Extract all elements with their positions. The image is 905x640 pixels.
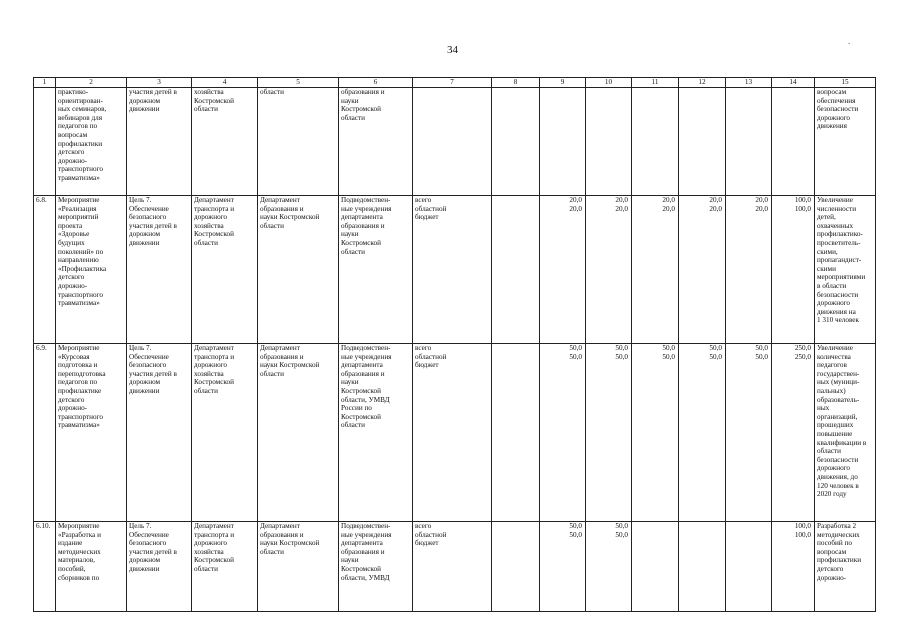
- goal-text: Цель 7. Обеспечение безопасного участия детей в дорожном движении: [129, 344, 177, 395]
- co-executor-text: Департамент образования и науки Костромской области: [260, 522, 320, 556]
- cell-value-col-10: [586, 196, 632, 344]
- cell-participants: [339, 88, 413, 196]
- cell-row-number: [34, 522, 56, 612]
- value-col-9-text: 50,0 50,0: [569, 344, 582, 361]
- page-corner-mark: .: [848, 36, 851, 46]
- cell-value-col-10: [586, 88, 632, 196]
- cell-value-col-13: [726, 344, 772, 522]
- column-number-15: 15: [815, 78, 876, 88]
- value-col-14-total-text: 100,0 100,0: [794, 196, 811, 213]
- responsible-executor-text: Департамент транспорта и дорожного хозяйства Костромской области: [194, 344, 235, 395]
- activity-name-text: практико- ориентирован- ных семинаров, вебинаров для педагогов по вопросам профилактики детского дорожно- транспортного травматизма»: [58, 88, 107, 182]
- cell-value-col-14-total: [772, 344, 815, 522]
- cell-value-col-9: [540, 522, 586, 612]
- table-row: [34, 196, 876, 344]
- column-number-9: 9: [540, 78, 586, 88]
- cell-value-col-13: [726, 196, 772, 344]
- column-number-12: 12: [679, 78, 726, 88]
- responsible-executor-text: Департамент транспорта и дорожного хозяйства Костромской области: [194, 522, 235, 573]
- value-col-13-text: 20,0 20,0: [755, 196, 768, 213]
- participants-text: Подведомствен- ные учреждения департамента образования и науки Костромской области, УМВД: [341, 522, 392, 582]
- activity-name-text: Мероприятие «Разработка и издание методических материалов, пособий, сборников по: [58, 522, 101, 582]
- value-col-11-text: 20,0 20,0: [662, 196, 675, 213]
- column-number-14: 14: [772, 78, 815, 88]
- cell-funding-source: [413, 88, 492, 196]
- funding-source-text: всего областной бюджет: [415, 196, 447, 222]
- column-number-5: 5: [258, 78, 339, 88]
- cell-funding-source: [413, 344, 492, 522]
- cell-goal: [127, 196, 192, 344]
- value-col-9-text: 20,0 20,0: [569, 196, 582, 213]
- column-number-7: 7: [413, 78, 492, 88]
- cell-expected-result: [815, 196, 876, 344]
- participants-text: Подведомствен- ные учреждения департамента образования и науки Костромской области, УМВД России по Костромской области: [341, 344, 392, 430]
- row-number-text: 6.9.: [36, 344, 47, 352]
- cell-expected-result: [815, 344, 876, 522]
- cell-value-col-11: [632, 344, 679, 522]
- value-col-14-total-text: 250,0 250,0: [794, 344, 811, 361]
- participants-text: Подведомствен- ные учреждения департамента образования и науки Костромской области: [341, 196, 392, 256]
- cell-value-col-9: [540, 88, 586, 196]
- value-col-10-text: 20,0 20,0: [615, 196, 628, 213]
- cell-co-executor: [258, 88, 339, 196]
- co-executor-text: Департамент образования и науки Костромской области: [260, 344, 320, 378]
- column-number-2: 2: [56, 78, 127, 88]
- table-row: [34, 344, 876, 522]
- value-col-12-text: 50,0 50,0: [709, 344, 722, 361]
- cell-value-col-8: [492, 522, 540, 612]
- expected-result-text: Увеличение количества педагогов государствен- ных (муници- пальных) образователь- ных организаций, прошедших повышение квалификации в области безопасности дорожного движения, до 120 человек в 2020 году: [817, 344, 867, 499]
- cell-activity-name: [56, 344, 127, 522]
- goal-text: участия детей в дорожном движении: [129, 88, 177, 114]
- column-number-3: 3: [127, 78, 192, 88]
- cell-goal: [127, 522, 192, 612]
- cell-expected-result: [815, 522, 876, 612]
- cell-value-col-14-total: [772, 88, 815, 196]
- column-number-6: 6: [339, 78, 413, 88]
- cell-funding-source: [413, 196, 492, 344]
- expected-result-text: Увеличение численности детей, охваченных профилактико- просветитель- скими, пропагандист- скими мероприятиями в области безопасности дорожного движения на 1 310 человек: [817, 196, 866, 325]
- column-number-row: [34, 78, 876, 88]
- cell-value-col-8: [492, 344, 540, 522]
- column-number-1: 1: [34, 78, 56, 88]
- cell-participants: [339, 522, 413, 612]
- cell-value-col-11: [632, 88, 679, 196]
- cell-value-col-12: [679, 344, 726, 522]
- cell-value-col-10: [586, 522, 632, 612]
- cell-value-col-14-total: [772, 196, 815, 344]
- column-number-8: 8: [492, 78, 540, 88]
- expected-result-text: Разработка 2 методических пособий по вопросам профилактики детского дорожно-: [817, 522, 862, 582]
- table-row: [34, 88, 876, 196]
- cell-activity-name: [56, 196, 127, 344]
- value-col-14-total-text: 100,0 100,0: [794, 522, 811, 539]
- cell-value-col-12: [679, 88, 726, 196]
- value-col-11-text: 50,0 50,0: [662, 344, 675, 361]
- cell-value-col-13: [726, 88, 772, 196]
- cell-value-col-10: [586, 344, 632, 522]
- participants-text: образования и науки Костромской области: [341, 88, 385, 122]
- cell-co-executor: [258, 196, 339, 344]
- expected-result-text: вопросам обеспечения безопасности дорожного движения: [817, 88, 859, 131]
- cell-value-col-13: [726, 522, 772, 612]
- cell-activity-name: [56, 522, 127, 612]
- responsible-executor-text: Департамент транспорта и дорожного хозяйства Костромской области: [194, 196, 235, 247]
- cell-value-col-12: [679, 522, 726, 612]
- cell-goal: [127, 344, 192, 522]
- cell-responsible-executor: [192, 88, 258, 196]
- responsible-executor-text: хозяйства Костромской области: [194, 88, 234, 114]
- value-col-12-text: 20,0 20,0: [709, 196, 722, 213]
- cell-responsible-executor: [192, 522, 258, 612]
- cell-row-number: [34, 196, 56, 344]
- cell-value-col-11: [632, 522, 679, 612]
- cell-value-col-9: [540, 196, 586, 344]
- goal-text: Цель 7. Обеспечение безопасного участия детей в дорожном движении: [129, 196, 177, 247]
- cell-responsible-executor: [192, 344, 258, 522]
- cell-value-col-9: [540, 344, 586, 522]
- cell-value-col-14-total: [772, 522, 815, 612]
- value-col-10-text: 50,0 50,0: [615, 522, 628, 539]
- co-executor-text: области: [260, 88, 285, 96]
- column-number-10: 10: [586, 78, 632, 88]
- column-number-11: 11: [632, 78, 679, 88]
- program-activities-table: [33, 77, 876, 612]
- cell-activity-name: [56, 88, 127, 196]
- cell-funding-source: [413, 522, 492, 612]
- funding-source-text: всего областной бюджет: [415, 522, 447, 548]
- value-col-10-text: 50,0 50,0: [615, 344, 628, 361]
- cell-co-executor: [258, 344, 339, 522]
- goal-text: Цель 7. Обеспечение безопасного участия детей в дорожном движении: [129, 522, 177, 573]
- table-row: [34, 522, 876, 612]
- cell-row-number: [34, 88, 56, 196]
- co-executor-text: Департамент образования и науки Костромской области: [260, 196, 320, 230]
- cell-responsible-executor: [192, 196, 258, 344]
- cell-expected-result: [815, 88, 876, 196]
- column-number-4: 4: [192, 78, 258, 88]
- cell-goal: [127, 88, 192, 196]
- value-col-9-text: 50,0 50,0: [569, 522, 582, 539]
- cell-participants: [339, 344, 413, 522]
- cell-value-col-8: [492, 196, 540, 344]
- cell-value-col-8: [492, 88, 540, 196]
- activity-name-text: Мероприятие «Реализация мероприятий проекта «Здоровье будущих поколений» по направлению «Профилактика детского дорожно- транспортного травматизма»: [58, 196, 107, 308]
- cell-value-col-11: [632, 196, 679, 344]
- cell-co-executor: [258, 522, 339, 612]
- cell-participants: [339, 196, 413, 344]
- activity-name-text: Мероприятие «Курсовая подготовка и переподготовка педагогов по профилактике детского дорожно- транспортного травматизма»: [58, 344, 106, 430]
- column-number-13: 13: [726, 78, 772, 88]
- value-col-13-text: 50,0 50,0: [755, 344, 768, 361]
- cell-row-number: [34, 344, 56, 522]
- cell-value-col-12: [679, 196, 726, 344]
- page-number: 34: [447, 44, 458, 56]
- funding-source-text: всего областной бюджет: [415, 344, 447, 370]
- row-number-text: 6.8.: [36, 196, 47, 204]
- row-number-text: 6.10.: [36, 522, 51, 530]
